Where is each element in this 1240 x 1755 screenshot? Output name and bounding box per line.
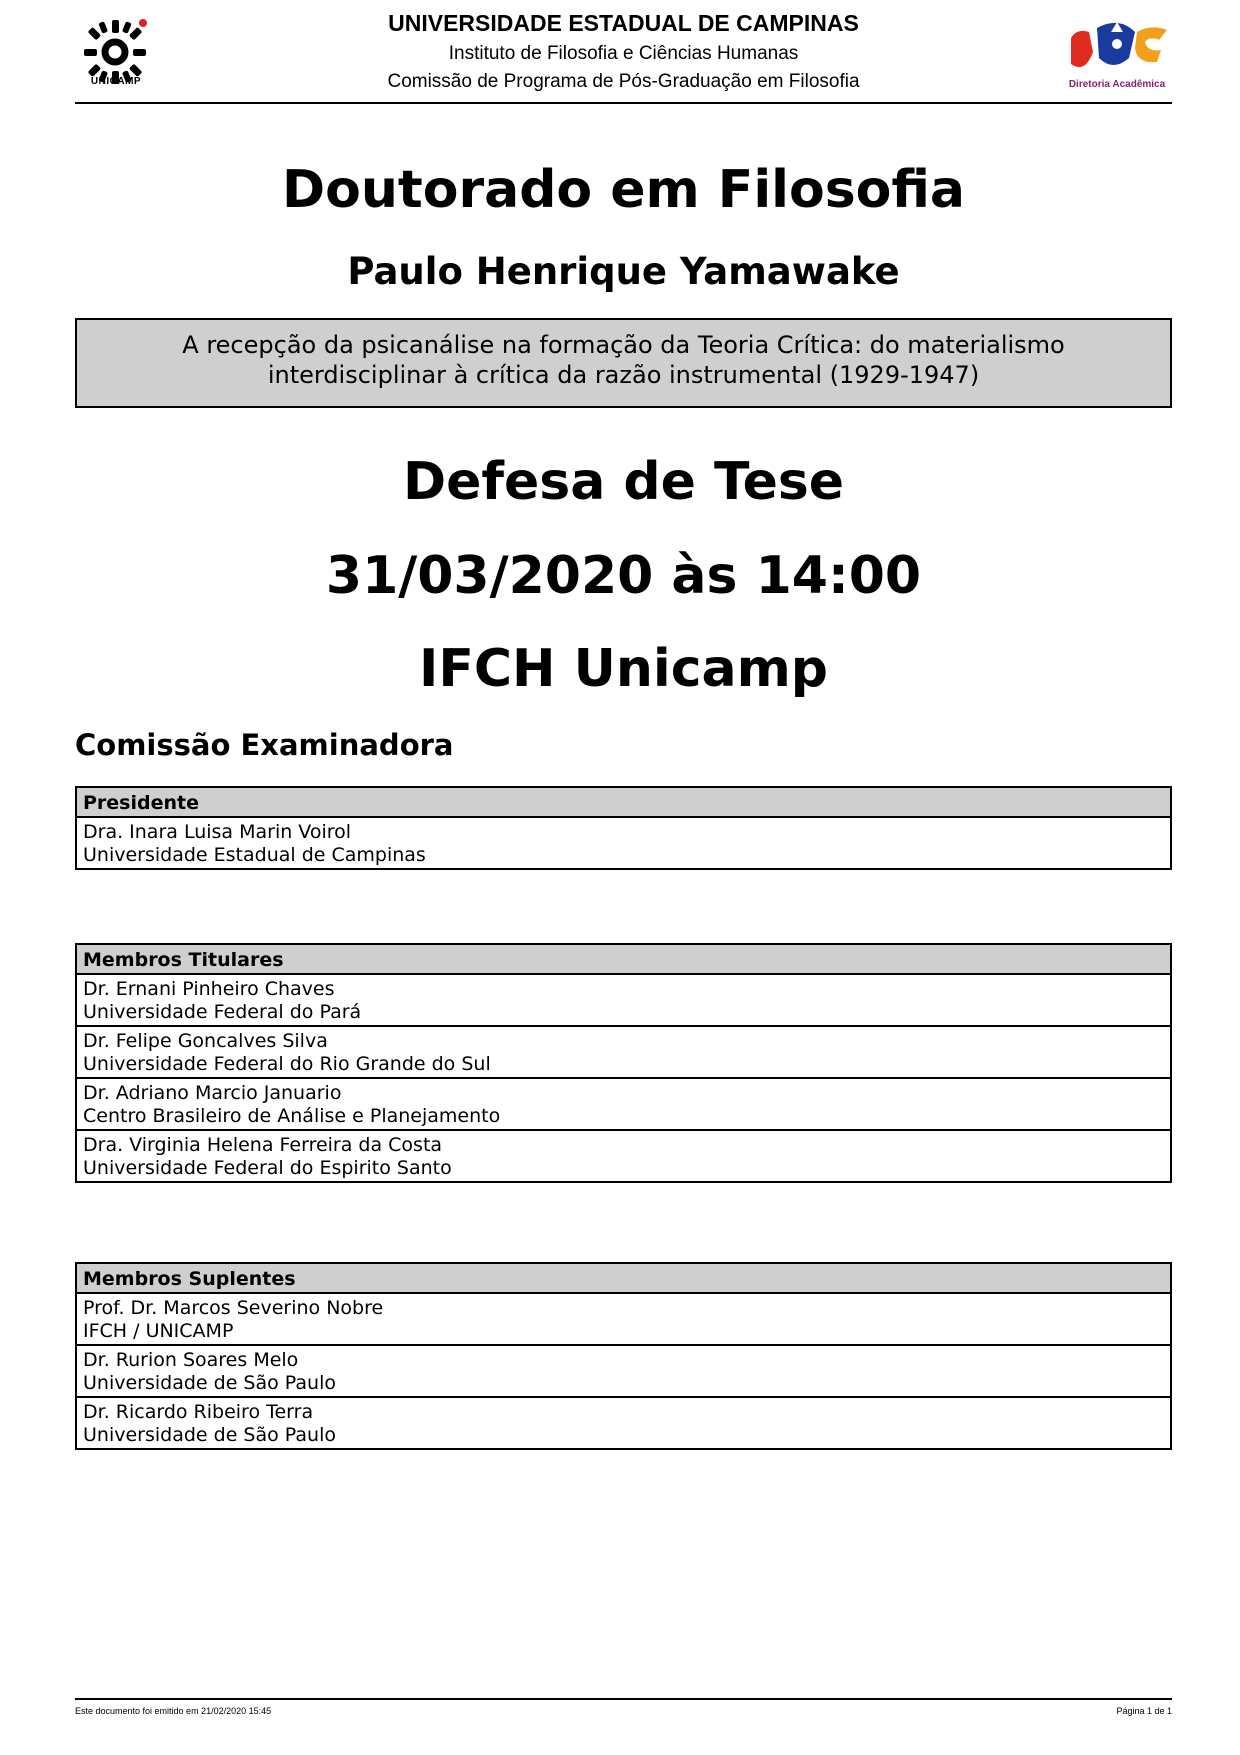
- member-name: Dr. Ricardo Ribeiro Terra: [83, 1401, 314, 1423]
- member-name: Dr. Rurion Soares Melo: [83, 1349, 299, 1371]
- titulares-table-header: Membros Titulares: [77, 945, 1170, 975]
- president-table-header: Presidente: [77, 788, 1170, 818]
- member-institution: Universidade de São Paulo: [83, 1424, 336, 1446]
- page-title: Doutorado em Filosofia: [281, 160, 966, 220]
- university-name: UNIVERSIDADE ESTADUAL DE CAMPINAS: [388, 10, 859, 36]
- thesis-title: [147, 330, 1100, 390]
- table-row: [77, 1294, 1170, 1346]
- member-name: Dr. Ernani Pinheiro Chaves: [83, 978, 335, 1000]
- member-name: Dr. Adriano Marcio Januario: [83, 1082, 342, 1104]
- thesis-title-box: [75, 318, 1172, 408]
- document-footer: [75, 1698, 1172, 1716]
- event-type: Defesa de Tese: [402, 452, 845, 512]
- thesis-title-line-1: A recepção da psicanálise na formação da Teoria Crítica: do materialismo: [182, 331, 1065, 359]
- suplentes-table: [75, 1262, 1172, 1450]
- member-institution: Universidade Estadual de Campinas: [83, 844, 426, 866]
- table-row: [77, 818, 1170, 868]
- member-institution: Universidade Federal do Rio Grande do Sul: [83, 1053, 491, 1075]
- thesis-title-line-2: interdisciplinar à crítica da razão instrumental (1929-1947): [267, 361, 980, 389]
- table-row: [77, 1131, 1170, 1181]
- titulares-table: [75, 943, 1172, 1183]
- table-row: [77, 1027, 1170, 1079]
- suplentes-table-header: Membros Suplentes: [77, 1264, 1170, 1294]
- table-row: [77, 1346, 1170, 1398]
- commission-name: Comissão de Programa de Pós-Graduação em Filosofia: [387, 71, 860, 92]
- page-number: Página 1 de 1: [1116, 1706, 1172, 1716]
- committee-heading: Comissão Examinadora: [75, 728, 454, 762]
- event-place: IFCH Unicamp: [418, 639, 829, 699]
- table-row: [77, 975, 1170, 1027]
- member-institution: Universidade de São Paulo: [83, 1372, 336, 1394]
- unicamp-logo-text: UNICAMP: [90, 76, 142, 87]
- member-institution: Centro Brasileiro de Análise e Planejamento: [83, 1105, 501, 1127]
- table-row: [77, 1079, 1170, 1131]
- table-row: [77, 1398, 1170, 1448]
- president-table: [75, 786, 1172, 870]
- candidate-name: Paulo Henrique Yamawake: [347, 250, 900, 293]
- member-institution: Universidade Federal do Espirito Santo: [83, 1157, 452, 1179]
- member-name: Prof. Dr. Marcos Severino Nobre: [83, 1297, 384, 1319]
- member-name: Dr. Felipe Goncalves Silva: [83, 1030, 328, 1052]
- member-institution: Universidade Federal do Pará: [83, 1001, 362, 1023]
- member-institution: IFCH / UNICAMP: [83, 1320, 234, 1342]
- document-header: [75, 8, 1172, 104]
- issued-timestamp: Este documento foi emitido em 21/02/2020 15:45: [75, 1706, 272, 1716]
- member-name: Dra. Inara Luisa Marin Voirol: [83, 821, 352, 843]
- member-name: Dra. Virginia Helena Ferreira da Costa: [83, 1134, 443, 1156]
- dac-logo-icon: [1063, 18, 1175, 82]
- dac-logo-text: Diretoria Acadêmica: [1068, 79, 1166, 90]
- institute-name: Instituto de Filosofia e Ciências Humanas: [448, 43, 799, 64]
- event-datetime: 31/03/2020 às 14:00: [325, 546, 922, 606]
